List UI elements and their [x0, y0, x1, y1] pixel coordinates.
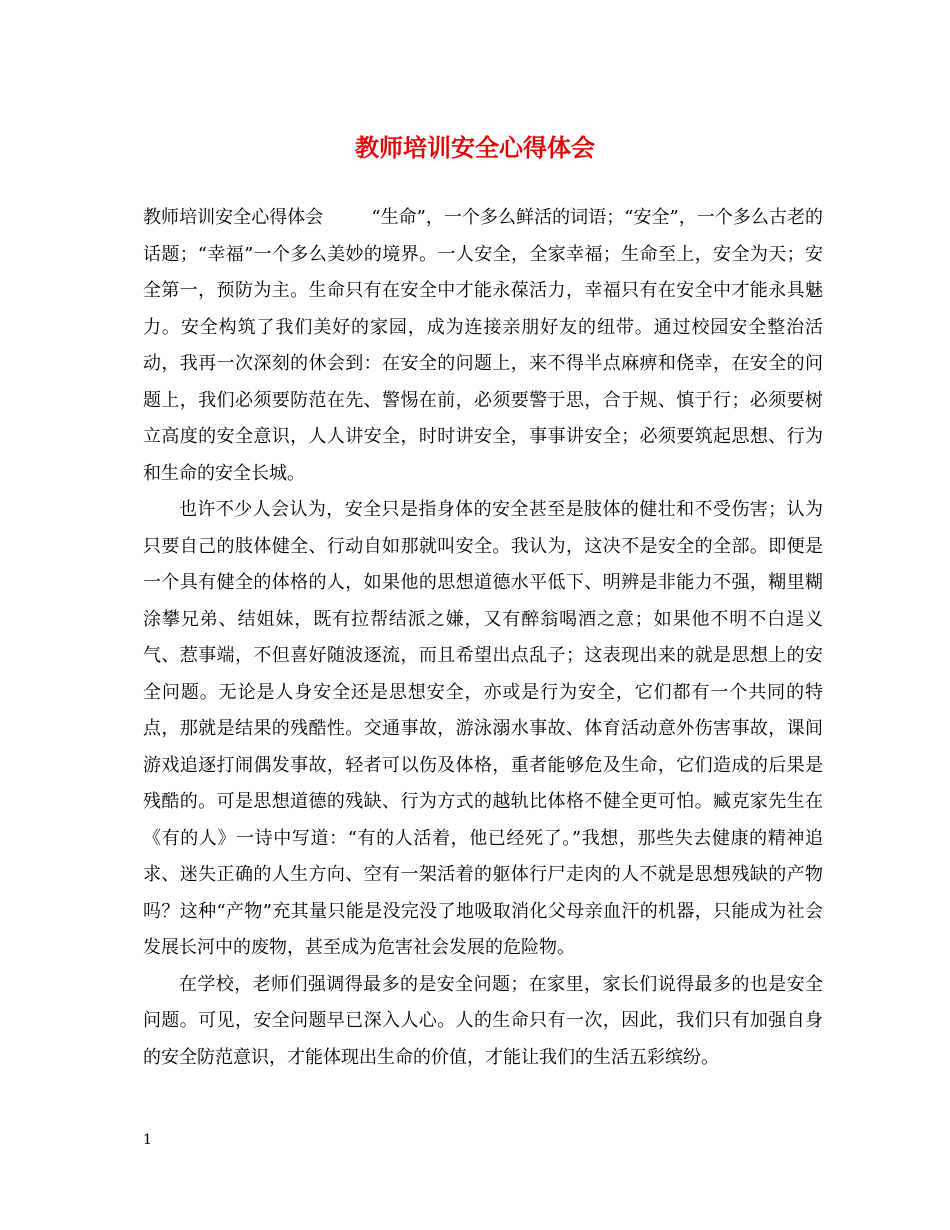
paragraph-1 [143, 200, 823, 492]
intro-heading: 教师培训安全心得体会 [143, 207, 324, 228]
document-title: 教师培训安全心得体会 [355, 133, 595, 162]
paragraph-1-text: “生命”，一个多么鲜活的词语；“安全”，一个多么古老的话题；“幸福”一个多么美妙的境界。一人安全，全家幸福；生命至上，安全为天；安全第一，预防为主。生命只有在安全中才能永葆活力，幸福只有在安全中才能永具魅力。安全构筑了我们美好的家园，成为连接亲朋好友的纽带。通过校园安全整治活动，我再一次深刻的休会到：在安全的问题上，来不得半点麻痹和侥幸，在安全的问题上，我们必须要防范在先、警惕在前，必须要警于思，合于规、慎于行；必须要树立高度的安全意识，人人讲安全，时时讲安全，事事讲安全；必须要筑起思想、行为和生命的安全长城。 [143, 207, 823, 484]
page-number: 1 [143, 1132, 152, 1148]
paragraph-3: 在学校，老师们强调得最多的是安全问题；在家里，家长们说得最多的也是安全问题。可见，安全问题早已深入人心。人的生命只有一次，因此，我们只有加强自身的安全防范意识，才能体现出生命的价值，才能让我们的生活五彩缤纷。 [143, 973, 823, 1068]
document-body [143, 200, 823, 1076]
paragraph-2: 也许不少人会认为，安全只是指身体的安全甚至是肢体的健壮和不受伤害；认为只要自己的肢体健全、行动自如那就叫安全。我认为，这决不是安全的全部。即便是一个具有健全的体格的人，如果他的思想道德水平低下、明辨是非能力不强，糊里糊涂攀兄弟、结姐妹，既有拉帮结派之嫌，又有醉翁喝酒之意；如果他不明不白逞义气、惹事端，不但喜好随波逐流，而且希望出点乱子；这表现出来的就是思想上的安全问题。无论是人身安全还是思想安全，亦或是行为安全，它们都有一个共同的特点，那就是结果的残酷性。交通事故，游泳溺水事故、体育活动意外伤害事故，课间游戏追逐打闹偶发事故，轻者可以伤及体格，重者能够危及生命，它们造成的后果是残酷的。可是思想道德的残缺、行为方式的越轨比体格不健全更可怕。臧克家先生在《有的人》一诗中写道：“有的人活着，他已经死了。”我想，那些失去健康的精神追求、迷失正确的人生方向、空有一架活着的躯体行尸走肉的人不就是思想残缺的产物吗？这种“产物”充其量只能是没完没了地吸取消化父母亲血汗的机器，只能成为社会发展长河中的废物，甚至成为危害社会发展的危险物。 [143, 499, 823, 958]
